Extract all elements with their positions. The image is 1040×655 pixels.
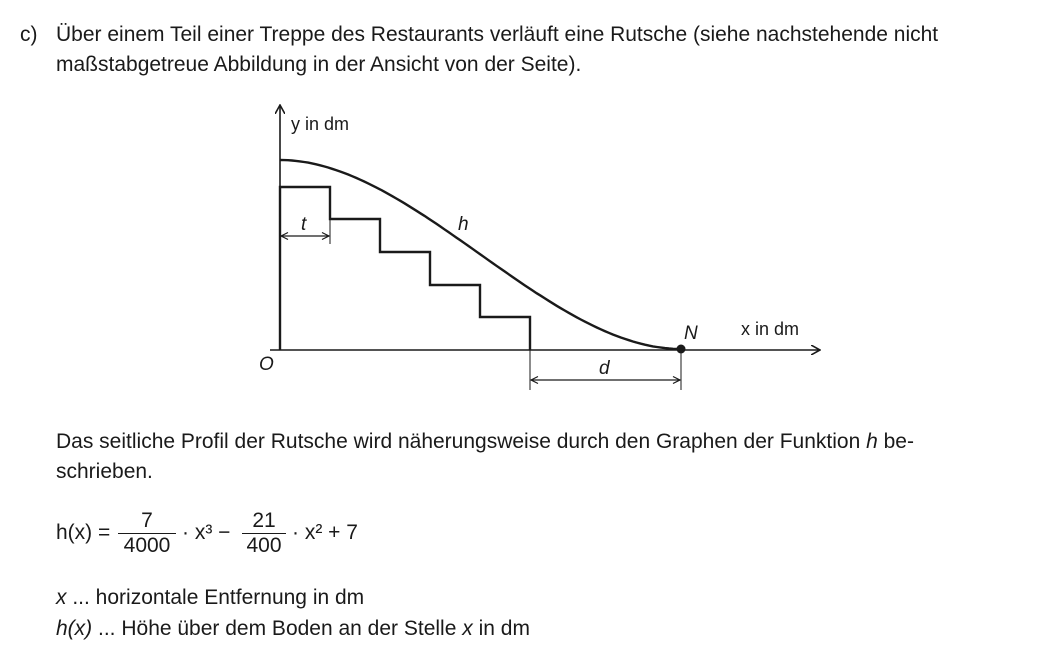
- formula-term-1: · x³ −: [182, 521, 231, 544]
- formula-fraction-2: 21 400: [242, 509, 286, 558]
- definition-h: h(x) ... Höhe über dem Boden an der Stelle x in dm: [56, 617, 530, 640]
- origin-label: O: [259, 354, 274, 375]
- formula-fraction-1: 7 4000: [118, 509, 176, 558]
- y-axis-label: y in dm: [291, 114, 350, 134]
- intro-text-line2: maßstabgetreue Abbildung in der Ansicht von der Seite).: [56, 53, 582, 76]
- x-axis-label: x in dm: [741, 319, 800, 339]
- intro-text-line1: Über einem Teil einer Treppe des Restaurants verläuft eine Rutsche (siehe nachstehende nicht: [56, 23, 939, 46]
- description-line2: schrieben.: [56, 460, 153, 483]
- task-label: c): [20, 23, 38, 46]
- dim-label-t: t: [301, 214, 307, 235]
- point-label-n: N: [684, 323, 698, 344]
- dim-label-d: d: [599, 358, 610, 379]
- curve-label-h: h: [458, 214, 469, 235]
- formula-term-2: · x² + 7: [292, 521, 358, 544]
- slide-curve-h: [280, 160, 681, 349]
- definition-x: x ... horizontale Entfernung in dm: [56, 586, 365, 609]
- formula-lhs: h(x) =: [56, 521, 111, 544]
- stairs: [280, 187, 530, 350]
- description-line1: Das seitliche Profil der Rutsche wird näherungsweise durch den Graphen der Funktion h be-: [56, 430, 914, 453]
